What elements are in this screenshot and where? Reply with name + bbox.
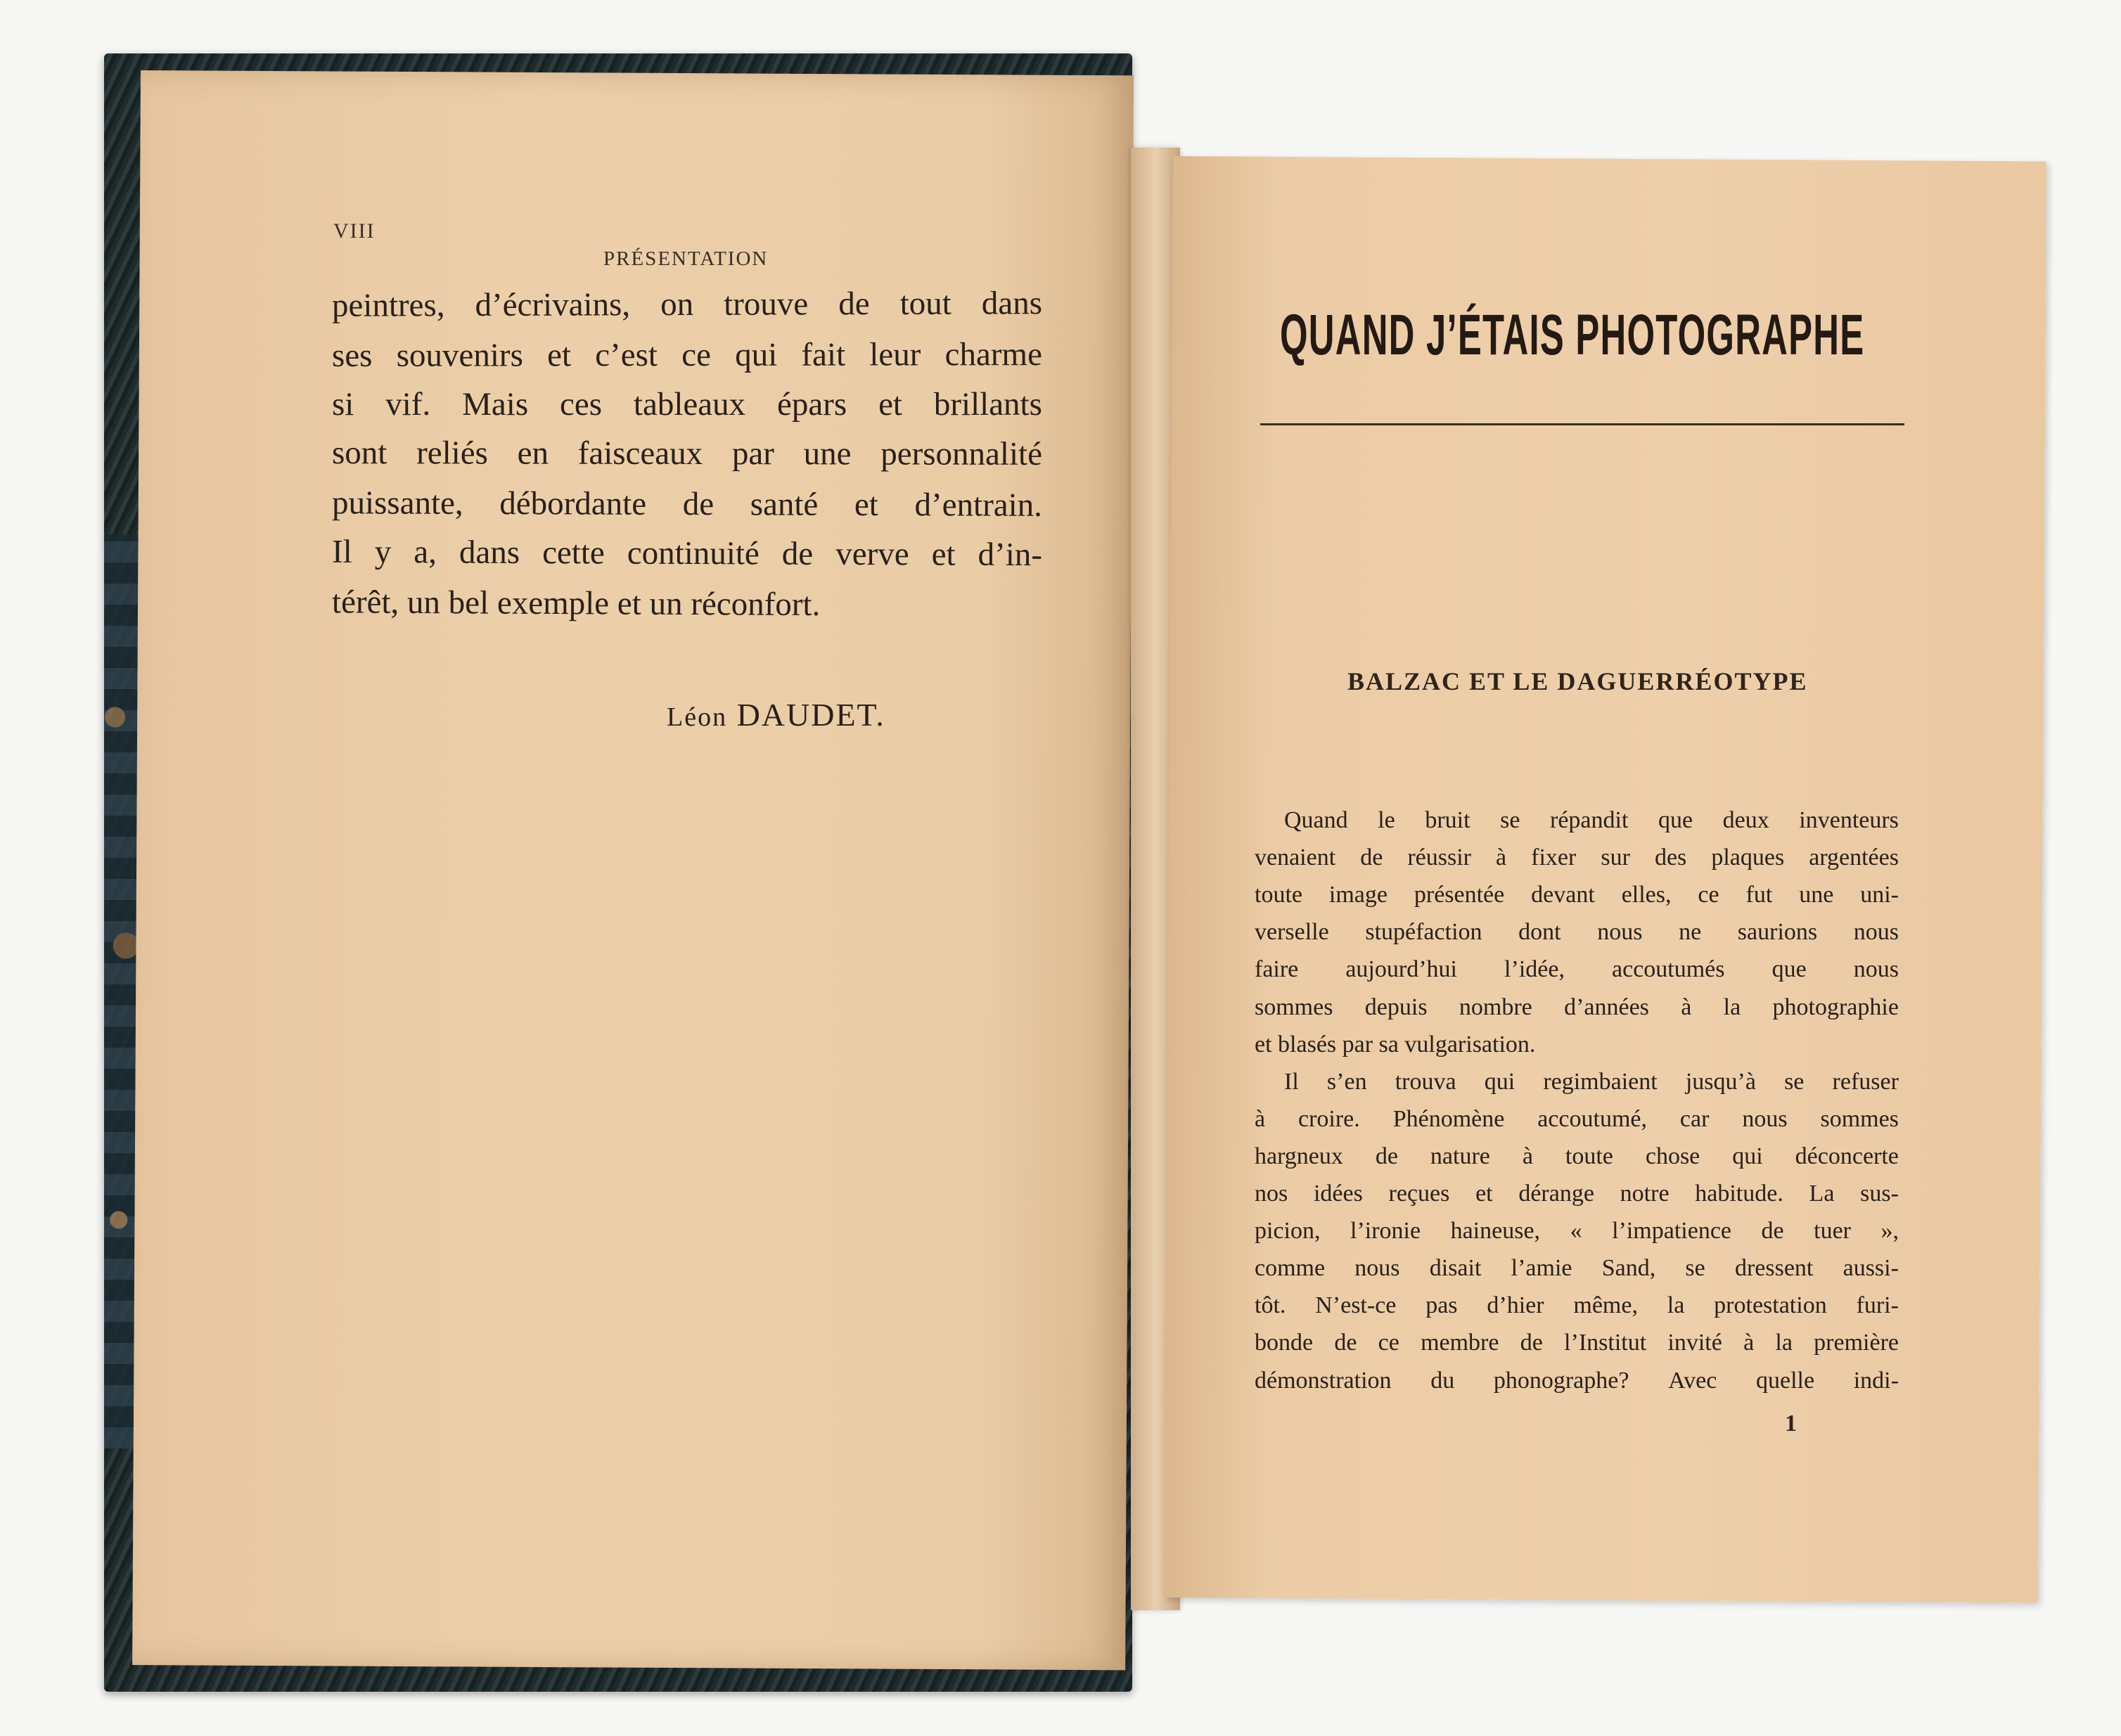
text-line: verselle stupéfaction dont nous ne saurions nous bbox=[1255, 919, 1899, 945]
left-running-head: PRÉSENTATION bbox=[603, 247, 769, 270]
text-line: démonstration du phonographe? Avec quelle indi- bbox=[1255, 1368, 1899, 1394]
text-line: comme nous disait l’amie Sand, se dressent aussi- bbox=[1255, 1255, 1899, 1281]
right-page-number: 1 bbox=[1785, 1410, 1797, 1436]
text-line: peintres, d’écrivains, on trouve de tout dans bbox=[331, 285, 1043, 324]
text-line: ses souvenirs et c’est ce qui fait leur charme bbox=[331, 336, 1042, 374]
text-line: si vif. Mais ces tableaux épars et brillants bbox=[332, 386, 1042, 423]
text-line: faire aujourd’hui l’idée, accoutumés que nous bbox=[1255, 956, 1899, 982]
text-line: venaient de réussir à fixer sur des plaques argentées bbox=[1255, 844, 1899, 870]
text-line: térêt, un bel exemple et un réconfort. bbox=[331, 584, 821, 623]
text-line: sommes depuis nombre d’années à la photographie bbox=[1255, 994, 1899, 1020]
text-line: nos idées reçues et dérange notre habitude. La sus- bbox=[1255, 1181, 1899, 1207]
signature bbox=[667, 696, 885, 733]
title-rule bbox=[1260, 423, 1904, 425]
signature-last-name: DAUDET. bbox=[736, 697, 885, 733]
text-line: Il s’en trouva qui regimbaient jusqu’à se refuser bbox=[1284, 1069, 1899, 1095]
text-line: tôt. N’est-ce pas d’hier même, la protestation furi- bbox=[1255, 1292, 1899, 1318]
section-title: BALZAC ET LE DAGUERRÉOTYPE bbox=[1347, 667, 1808, 695]
left-page-number: VIII bbox=[333, 219, 376, 243]
text-line: et blasés par sa vulgarisation. bbox=[1255, 1031, 1536, 1057]
text-line: toute image présentée devant elles, ce fut une uni- bbox=[1255, 882, 1899, 908]
text-line: Il y a, dans cette continuité de verve et d’in- bbox=[331, 533, 1043, 574]
text-line: hargneux de nature à toute chose qui déconcerte bbox=[1255, 1143, 1899, 1169]
text-line: picion, l’ironie haineuse, « l’impatience de tuer », bbox=[1255, 1218, 1899, 1244]
text-line: bonde de ce membre de l’Institut invité à la première bbox=[1255, 1330, 1899, 1356]
signature-first-name: Léon bbox=[667, 702, 728, 732]
text-line: Quand le bruit se répandit que deux inventeurs bbox=[1284, 807, 1899, 833]
text-line: sont reliés en faisceaux par une personnalité bbox=[331, 435, 1043, 472]
book-title: QUAND J’ÉTAIS PHOTOGRAPHE bbox=[1280, 303, 1865, 367]
text-line: à croire. Phénomène accoutumé, car nous sommes bbox=[1255, 1106, 1899, 1132]
text-line: puissante, débordante de santé et d’entrain. bbox=[331, 484, 1043, 524]
